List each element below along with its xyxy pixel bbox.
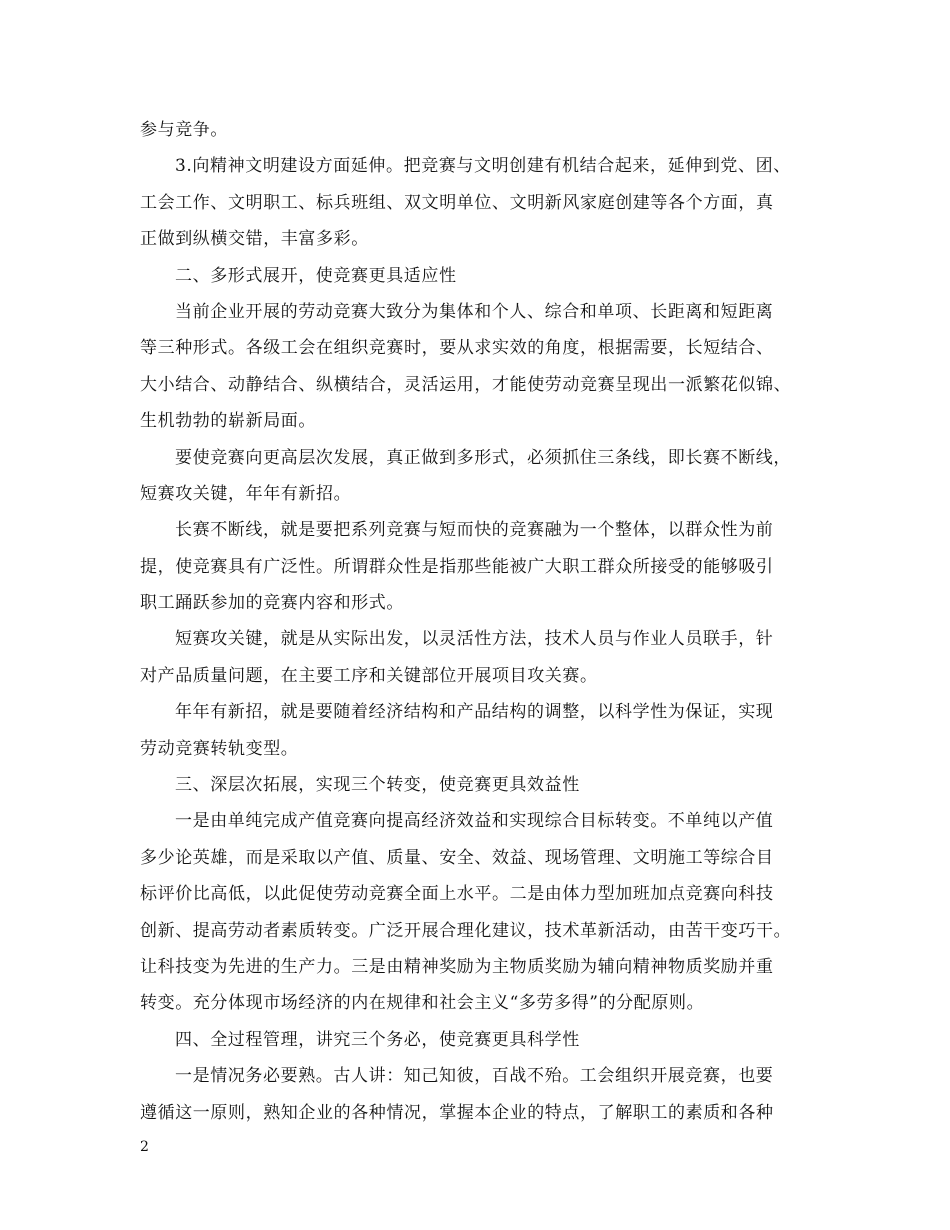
text-line: 要使竞赛向更高层次发展，真正做到多形式，必须抓住三条线，即长赛不断线， [175, 447, 791, 468]
text-line: 一是由单纯完成产值竞赛向提高经济效益和实现综合目标转变。不单纯以产值 [175, 811, 774, 832]
text-line: 年年有新招，就是要随着经济结构和产品结构的调整，以科学性为保证，实现 [175, 702, 774, 723]
section-heading: 二、多形式展开，使竞赛更具适应性 [175, 265, 457, 286]
page-number: 2 [140, 1139, 149, 1155]
text-line: 短赛攻关键，就是从实际出发，以灵活性方法，技术人员与作业人员联手，针 [175, 629, 774, 650]
text-line: 当前企业开展的劳动竞赛大致分为集体和个人、综合和单项、长距离和短距离 [175, 301, 774, 322]
text-line: 一是情况务必要熟。古人讲：知己知彼，百战不殆。工会组织开展竞赛，也要 [175, 1066, 774, 1087]
text-line: 创新、提高劳动者素质转变。广泛开展合理化建议，技术革新活动，由苦干变巧干。 [140, 920, 792, 941]
text-line: 参与竞争。 [140, 120, 228, 140]
text-line: 3.向精神文明建设方面延伸。把竞赛与文明创建有机结合起来，延伸到党、团、 [175, 156, 791, 177]
document-body [140, 112, 822, 1131]
section-heading: 四、全过程管理，讲究三个务必，使竞赛更具科学性 [175, 1029, 580, 1050]
text-line: 等三种形式。各级工会在组织竞赛时，要从求实效的角度，根据需要，长短结合、 [140, 338, 774, 359]
text-line: 生机勃勃的崭新局面。 [140, 411, 316, 432]
text-line: 短赛攻关键，年年有新招。 [140, 483, 352, 504]
text-line: 多少论英雄，而是采取以产值、质量、安全、效益、现场管理、文明施工等综合目 [140, 847, 774, 868]
text-line: 对产品质量问题，在主要工序和关键部位开展项目攻关赛。 [140, 665, 598, 686]
text-line: 工会工作、文明职工、标兵班组、双文明单位、文明新风家庭创建等各个方面，真 [140, 192, 774, 213]
section-heading: 三、深层次拓展，实现三个转变，使竞赛更具效益性 [175, 775, 580, 796]
text-line: 标评价比高低，以此促使劳动竞赛全面上水平。二是由体力型加班加点竞赛向科技 [140, 884, 774, 905]
text-line: 正做到纵横交错，丰富多彩。 [140, 229, 369, 250]
text-line: 劳动竞赛转轨变型。 [140, 738, 299, 759]
text-line: 转变。充分体现市场经济的内在规律和社会主义“多劳多得”的分配原则。 [140, 993, 705, 1014]
text-line: 遵循这一原则，熟知企业的各种情况，掌握本企业的特点，了解职工的素质和各种 [140, 1102, 774, 1123]
text-line: 让科技变为先进的生产力。三是由精神奖励为主物质奖励为辅向精神物质奖励并重 [140, 956, 774, 977]
text-line: 职工踊跃参加的竞赛内容和形式。 [140, 593, 404, 614]
text-line: 提，使竞赛具有广泛性。所谓群众性是指那些能被广大职工群众所接受的能够吸引 [140, 556, 774, 577]
text-line: 大小结合、动静结合、纵横结合，灵活运用，才能使劳动竞赛呈现出一派繁花似锦、 [140, 374, 792, 395]
text-line: 长赛不断线，就是要把系列竞赛与短而快的竞赛融为一个整体，以群众性为前 [175, 520, 774, 541]
